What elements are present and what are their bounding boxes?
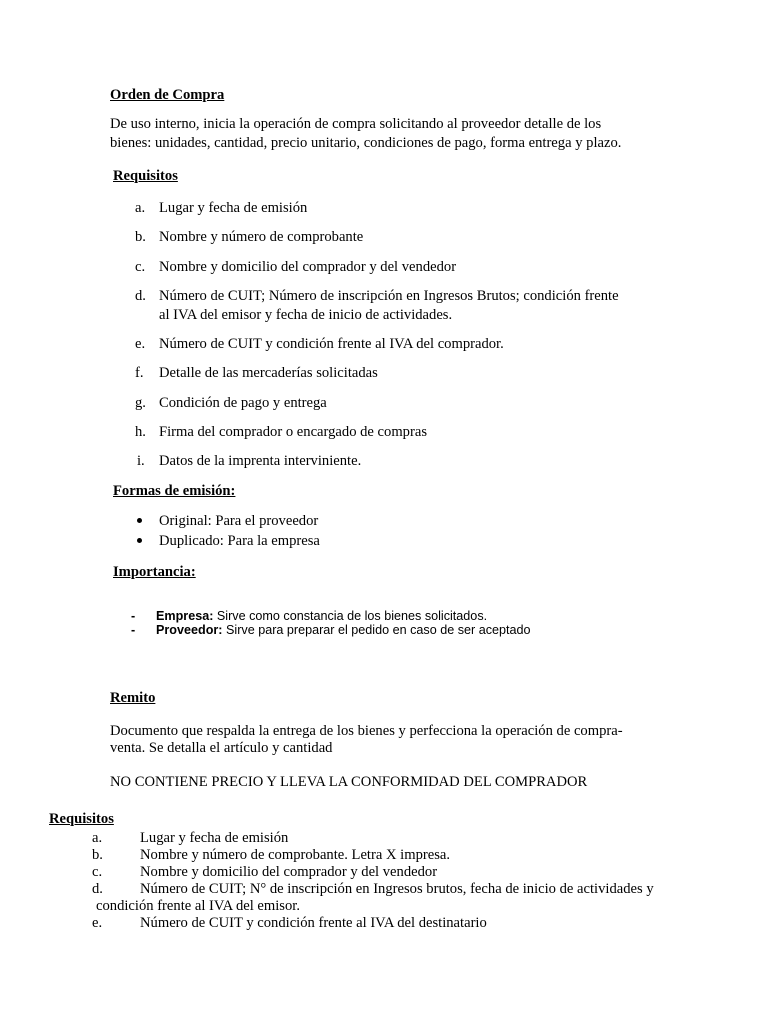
list-marker: h. <box>135 424 146 440</box>
remito-desc-line2: venta. Se detalla el artículo y cantidad <box>110 740 333 756</box>
remito-requisitos-title: Requisitos <box>49 811 114 827</box>
list-item-text: Nombre y número de comprobante <box>159 229 364 245</box>
list-item-text-cont: al IVA del emisor y fecha de inicio de actividades. <box>159 307 453 323</box>
importancia-label: Empresa: <box>156 609 214 623</box>
remito-note: NO CONTIENE PRECIO Y LLEVA LA CONFORMIDAD DEL COMPRADOR <box>110 774 588 790</box>
list-marker: d. <box>135 288 146 304</box>
list-item-text: Lugar y fecha de emisión <box>140 830 289 846</box>
list-marker: c. <box>92 864 103 880</box>
list-marker: f. <box>135 365 144 381</box>
importancia-text: Sirve como constancia de los bienes solicitados. <box>213 609 488 623</box>
importancia-label: Proveedor: <box>156 623 223 637</box>
remito-desc-line1: Documento que respalda la entrega de los bienes y perfecciona la operación de compra- <box>110 723 623 739</box>
dash-marker: - <box>131 609 136 623</box>
bullet-icon <box>137 518 142 523</box>
list-item-text <box>156 623 531 638</box>
list-item-text: Número de CUIT y condición frente al IVA del comprador. <box>159 336 504 352</box>
orden-title: Orden de Compra <box>110 87 225 103</box>
list-item-text: Datos de la imprenta interviniente. <box>159 453 362 469</box>
list-marker: b. <box>135 229 146 245</box>
list-item-text-cont: condición frente al IVA del emisor. <box>96 898 300 914</box>
list-item-text: Nombre y domicilio del comprador y del vendedor <box>140 864 438 880</box>
list-item-text: Detalle de las mercaderías solicitadas <box>159 365 378 381</box>
list-marker: a. <box>92 830 103 846</box>
list-marker: d. <box>92 881 103 897</box>
list-item-text: Lugar y fecha de emisión <box>159 200 308 216</box>
list-marker: b. <box>92 847 103 863</box>
list-marker: c. <box>135 259 146 275</box>
orden-requisitos-title: Requisitos <box>113 168 178 184</box>
orden-desc-line1: De uso interno, inicia la operación de compra solicitando al proveedor detalle de los <box>110 116 602 132</box>
list-item-text: Firma del comprador o encargado de compras <box>159 424 427 440</box>
list-marker: e. <box>92 915 103 931</box>
importancia-title: Importancia: <box>113 564 196 580</box>
dash-marker: - <box>131 623 136 637</box>
list-item-text: Nombre y número de comprobante. Letra X impresa. <box>140 847 451 863</box>
list-marker: i. <box>137 453 145 469</box>
bullet-icon <box>137 538 142 543</box>
orden-desc-line2: bienes: unidades, cantidad, precio unitario, condiciones de pago, forma entrega y plazo. <box>110 135 622 151</box>
list-item-text <box>156 609 487 624</box>
importancia-text: Sirve para preparar el pedido en caso de ser aceptado <box>222 623 531 637</box>
list-item-text: Número de CUIT; Número de inscripción en Ingresos Brutos; condición frente <box>159 288 619 304</box>
list-item-text: Original: Para el proveedor <box>159 513 319 529</box>
list-marker: a. <box>135 200 146 216</box>
list-item-text: Número de CUIT; N° de inscripción en Ingresos brutos, fecha de inicio de actividades y <box>140 881 654 897</box>
list-item-text: Número de CUIT y condición frente al IVA del destinatario <box>140 915 487 931</box>
list-item-text: Nombre y domicilio del comprador y del vendedor <box>159 259 457 275</box>
list-item-text: Duplicado: Para la empresa <box>159 533 320 549</box>
formas-title: Formas de emisión: <box>113 483 236 499</box>
remito-title: Remito <box>110 690 156 706</box>
list-marker: e. <box>135 336 146 352</box>
list-item-text: Condición de pago y entrega <box>159 395 327 411</box>
list-marker: g. <box>135 395 146 411</box>
